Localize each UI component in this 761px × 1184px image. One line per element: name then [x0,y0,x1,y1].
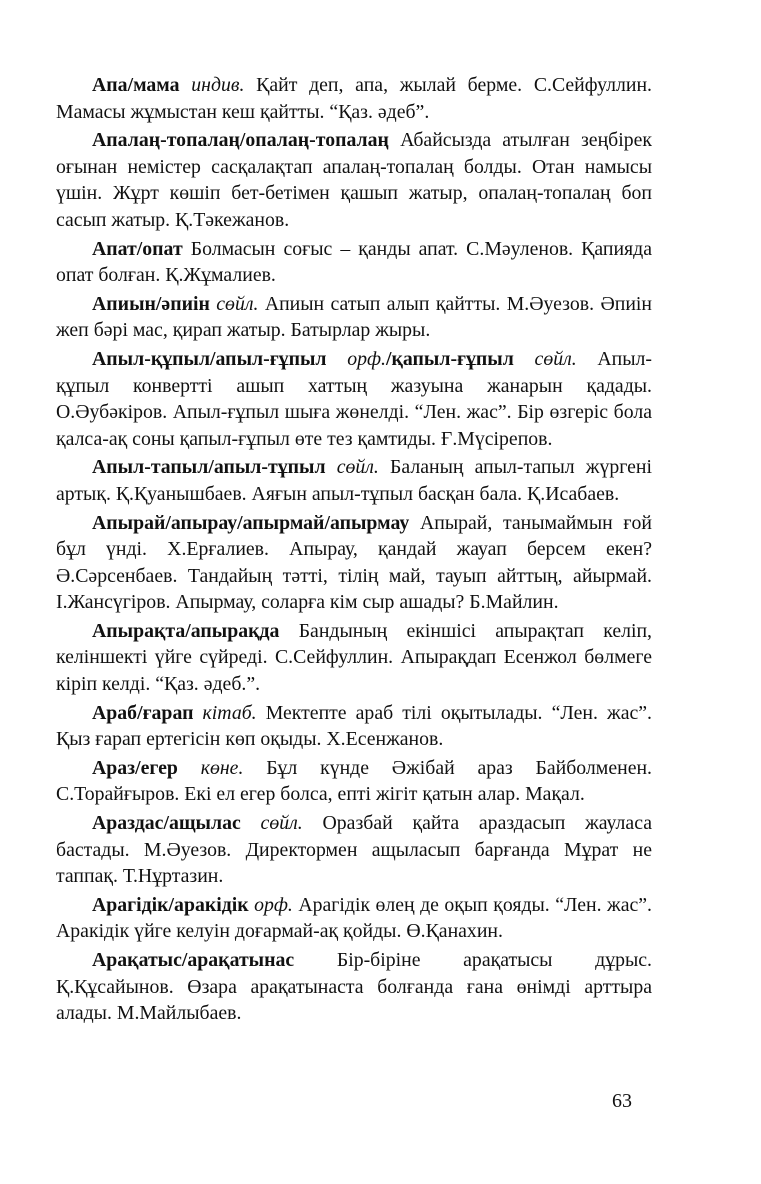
entry-text: Бандының екіншісі апырақтап келіп, келіншекті үйге сүйреді. С.Сейфуллин. Апырақдап Есенжол бөлмеге кіріп келді. “Қаз. әдеб.”. [56,619,652,696]
dictionary-entry [56,127,652,233]
entry-headword: Арагідік/аракідік [92,893,249,916]
dictionary-entry [56,454,652,507]
entry-text: Апырай, танымаймын ғой бұл үнді. Х.Ерғалиев. Апырау, қандай жауап берсем екен? Ә.Сәрсенбаев. Тандайың тәтті, тілің май, тауып айттың, айырмай. І.Жансүгіров. Апырмау, соларға кім сыр ашады? Б.Майлин. [56,511,652,614]
entry-headword: Араб/ғарап [92,701,194,724]
entry-label: сөйл. [534,347,577,370]
dictionary-entry [56,892,652,945]
entry-text: Апыл-құпыл конвертті ашып хаттың жазуына жанарын қадады. О.Әубәкіров. Апыл-ғұпыл шыға жөнелді. “Лен. жас”. Бір өзгеріс бола қалса-ақ соны қапыл-ғұпыл өте тез қамтиды. Ғ.Мүсірепов. [56,347,652,450]
entry-text: Бұл күнде Әжібай араз Байболменен. С.Торайғыров. Екі ел егер болса, епті жігіт қатын алар. Мақал. [56,756,653,806]
entry-headword: Апырақта/апырақда [92,619,280,642]
dictionary-entry [56,810,652,890]
entry-label: көне. [200,756,244,779]
entry-headword: Апиын/әпиін [92,292,210,315]
entry-text: Болмасын соғыс – қанды апат. С.Мәуленов. Қапияда опат болған. Қ.Жұмалиев. [56,237,652,287]
entry-label: индив. [191,74,245,96]
entry-label: кітаб. [202,701,257,724]
dictionary-entry [56,755,652,808]
page-number: 63 [612,1090,632,1112]
dictionary-entry [56,947,652,1027]
entry-text: Оразбай қайта араздасып жауласа бастады. М.Әуезов. Директормен ащыласып барғанда Мұрат не таппақ. Т.Нұртазин. [56,812,652,888]
dictionary-entry [56,510,652,616]
entry-text: Арагідік өлең де оқып қояды. “Лен. жас”. Аракідік үйге келуін доғармай-ақ қойды. Ө.Қанахин. [56,893,652,943]
entry-headword: Араз/егер [92,756,178,779]
entry-label: сөйл. [216,292,259,315]
entry-headword: Араздас/ащылас [92,812,241,835]
dictionary-entry [56,291,652,344]
entry-headword: Апырай/апырау/апырмай/апырмау [92,511,410,534]
entry-headword: Апат/опат [92,237,183,260]
entry-headword-variant: /қапыл-ғұпыл [385,347,514,370]
entry-headword: Апа/мама [92,74,180,96]
entry-label: сөйл. [336,456,379,479]
entry-headword: Апыл-құпыл/апыл-ғұпыл [92,347,327,370]
entry-label: орф. [254,893,293,916]
entry-headword: Апалаң-топалаң/опалаң-топалаң [92,129,389,152]
entry-label: орф. [347,347,386,370]
entry-text: Абайсызда атылған зеңбірек оғынан немістер сасқалақтап апалаң-топалаң болды. Отан намысы үшін. Жұрт көшіп бет-бетімен қашып жатыр, опалаң-топалаң боп сасып жатыр. Қ.Тәкежанов. [56,129,652,231]
entry-text: Баланың апыл-тапыл жүргені артық. Қ.Қуанышбаев. Аяғын апыл-тұпыл басқан бала. Қ.Исабаев. [56,456,652,505]
dictionary-entry [56,618,652,698]
dictionary-entry [56,236,652,289]
entry-headword: Арақатыс/арақатынас [92,949,295,971]
dictionary-entry [56,72,652,125]
entry-text: Бір-біріне арақатысы дұрыс. Қ.Құсайынов. Өзара арақатынаста болғанда ғана өнімді арттыра алады. М.Майлыбаев. [56,949,652,1025]
entry-text: Мектепте араб тілі оқытылады. “Лен. жас”. Қыз ғарап ертегісін көп оқыды. Х.Есенжанов. [56,701,652,751]
dictionary-page [56,72,652,1029]
dictionary-entry [56,346,652,452]
entry-headword: Апыл-тапыл/апыл-тұпыл [92,456,326,479]
entry-text: Апиын сатып алып қайтты. М.Әуезов. Әпиін жеп бәрі мас, қирап жатыр. Батырлар жыры. [56,292,652,342]
entry-label: сөйл. [260,812,303,835]
entry-text: Қайт деп, апа, жылай берме. С.Сейфуллин. Мамасы жұмыстан кеш қайтты. “Қаз. әдеб”. [56,74,652,123]
dictionary-entry [56,700,652,753]
